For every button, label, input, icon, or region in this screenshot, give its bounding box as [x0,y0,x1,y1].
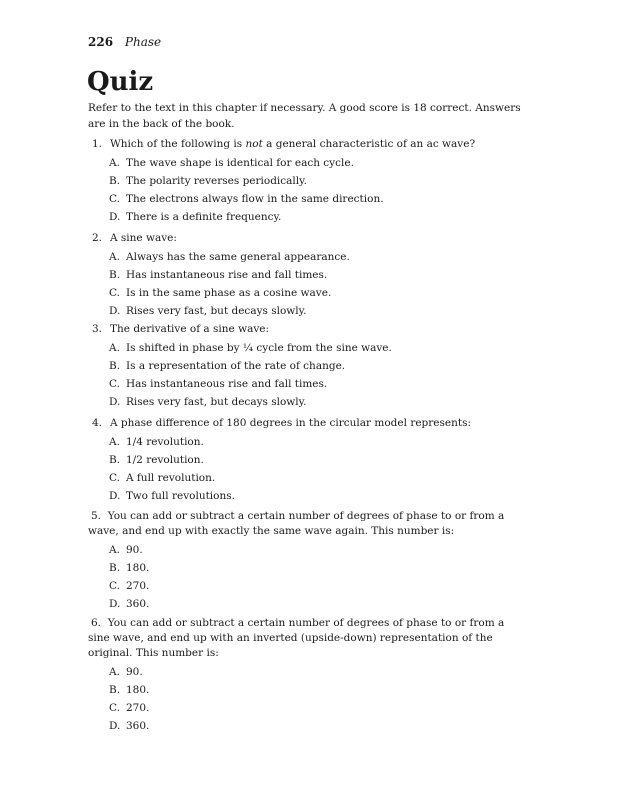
answer-option [109,487,471,505]
question-stem [92,322,392,337]
question-3 [92,322,392,411]
question-4 [92,416,471,505]
answer-options [109,248,350,320]
answer-options [109,663,528,735]
answer-option [109,154,475,172]
answer-option [109,577,528,595]
stem-text: Which of the following is [110,138,246,150]
option-text: 180. [126,684,150,696]
option-letter: C. [109,702,120,714]
option-text: 360. [126,598,150,610]
option-text: Rises very fast, but decays slowly. [126,396,307,408]
answer-options [109,541,528,613]
answer-option [109,595,528,613]
option-text: The electrons always flow in the same direction. [126,193,384,205]
answer-option [109,541,528,559]
page-title: Quiz [87,67,154,97]
option-letter: B. [109,175,121,187]
answer-option [109,469,471,487]
question-number: 5. [91,510,102,522]
answer-option [109,284,350,302]
answer-option [109,339,392,357]
stem-text: A sine wave: [110,232,177,244]
page-number: 226 [88,35,114,49]
answer-option [109,302,350,320]
option-text: The polarity reverses periodically. [126,175,308,187]
answer-option [109,663,528,681]
answer-options [109,433,471,505]
option-letter: A. [109,666,120,678]
option-letter: C. [109,378,120,390]
quiz-intro: Refer to the text in this chapter if necessary. A good score is 18 correct. Answers are in the back of the book. [88,102,521,130]
stem-text: A phase difference of 180 degrees in the circular model represents: [110,417,472,429]
question-stem [92,137,475,152]
option-text: Is a representation of the rate of change. [126,360,346,372]
option-letter: A. [109,342,120,354]
question-2 [92,231,350,320]
question-number: 2. [92,232,103,244]
stem-text: You can add or subtract a certain number of degrees of phase to or from a sine wave, and end up with an inverted (upside-down) representation of the original. This number is: [88,617,505,659]
answer-option [109,208,475,226]
option-letter: D. [109,305,121,317]
question-5 [88,509,528,613]
option-text: Is in the same phase as a cosine wave. [126,287,332,299]
answer-option [109,699,528,717]
question-stem [88,509,528,539]
answer-option [109,375,392,393]
option-letter: B. [109,454,121,466]
option-text: Has instantaneous rise and fall times. [126,378,328,390]
section-name: Phase [124,35,162,49]
question-number: 1. [92,138,103,150]
stem-text: The derivative of a sine wave: [110,323,270,335]
option-text: 180. [126,562,150,574]
answer-option [109,559,528,577]
option-text: Two full revolutions. [126,490,235,502]
option-letter: D. [109,720,121,732]
option-letter: A. [109,251,120,263]
option-text: 360. [126,720,150,732]
answer-option [109,357,392,375]
option-letter: B. [109,360,121,372]
option-text: Is shifted in phase by ¼ cycle from the sine wave. [126,342,392,354]
option-text: The wave shape is identical for each cycle. [126,157,354,169]
running-head [88,34,161,50]
question-stem [92,416,471,431]
answer-option [109,172,475,190]
question-6 [88,616,528,735]
stem-text: a general characteristic of an ac wave? [262,138,476,150]
option-text: Always has the same general appearance. [126,251,350,263]
stem-text: You can add or subtract a certain number of degrees of phase to or from a wave, and end up with exactly the same wave again. This number is: [88,510,505,537]
option-letter: B. [109,562,121,574]
option-text: 90. [126,666,143,678]
option-text: 270. [126,702,150,714]
option-text: Has instantaneous rise and fall times. [126,269,328,281]
option-text: A full revolution. [126,472,216,484]
option-letter: D. [109,396,121,408]
option-letter: A. [109,544,120,556]
option-letter: D. [109,211,121,223]
option-text: Rises very fast, but decays slowly. [126,305,307,317]
answer-option [109,266,350,284]
option-letter: C. [109,472,120,484]
answer-option [109,717,528,735]
option-letter: A. [109,436,120,448]
option-text: 1/2 revolution. [126,454,204,466]
stem-emphasis: not [245,138,263,150]
option-text: 90. [126,544,143,556]
option-letter: C. [109,580,120,592]
question-stem [92,231,350,246]
question-number: 3. [92,323,103,335]
answer-options [109,154,475,226]
answer-option [109,393,392,411]
answer-option [109,190,475,208]
option-letter: D. [109,598,121,610]
option-letter: B. [109,269,121,281]
option-text: 270. [126,580,150,592]
answer-option [109,451,471,469]
answer-option [109,248,350,266]
question-number: 4. [92,417,103,429]
option-text: There is a definite frequency. [126,211,282,223]
option-letter: C. [109,287,120,299]
option-letter: B. [109,684,121,696]
question-1 [92,137,475,226]
option-text: 1/4 revolution. [126,436,204,448]
answer-option [109,433,471,451]
question-number: 6. [91,617,102,629]
option-letter: C. [109,193,120,205]
option-letter: D. [109,490,121,502]
answer-options [109,339,392,411]
option-letter: A. [109,157,120,169]
question-stem [88,616,528,661]
answer-option [109,681,528,699]
